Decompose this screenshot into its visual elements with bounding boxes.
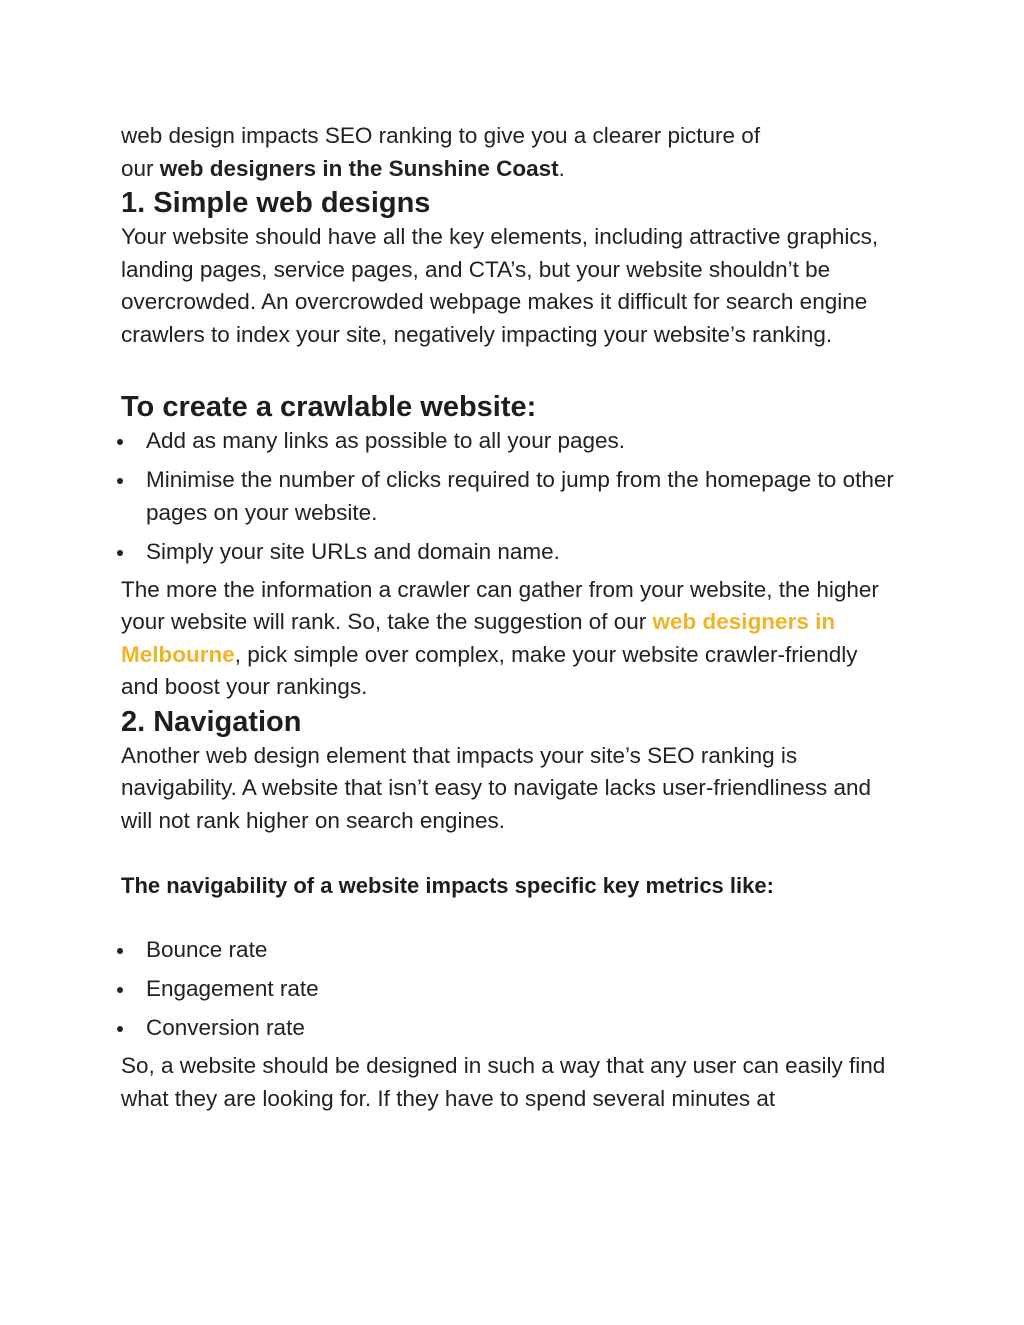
section1-paragraph: Your website should have all the key elements, including attractive graphics, landing pages, service pages, and CTA’s, but your website shouldn’t be overcrowded. An overcrowded webpage makes it difficult for search engine crawlers to index your site, negatively impacting your website’s ranking. xyxy=(121,224,879,347)
intro-paragraph xyxy=(121,120,911,185)
navigability-metrics-heading: The navigability of a website impacts specific key metrics like: xyxy=(121,873,774,898)
list-item: Minimise the number of clicks required to jump from the homepage to other pages on your website. xyxy=(121,464,911,529)
crawlable-bullet-list xyxy=(121,425,911,568)
bullet-icon xyxy=(117,1026,123,1032)
bullet-icon xyxy=(117,550,123,556)
closing-text-suffix: , pick simple over complex, make your website crawler-friendly and boost your rankings. xyxy=(121,641,858,699)
list-item: Bounce rate xyxy=(121,934,911,967)
section2-paragraph: Another web design element that impacts your site’s SEO ranking is navigability. A website that isn’t easy to navigate lacks user-friendliness and will not rank higher on search engines. xyxy=(121,742,871,833)
closing-text-prefix: The more the information a crawler can gather from your website, the higher your website will rank. So, take the suggestion of our xyxy=(121,576,879,634)
heading-simple-web-designs: 1. Simple web designs xyxy=(121,187,431,219)
section1-closing-paragraph xyxy=(121,574,901,704)
intro-line-2-suffix: . xyxy=(558,155,565,181)
intro-bold-phrase: web designers in the Sunshine Coast xyxy=(159,155,559,181)
document-page xyxy=(121,120,911,1115)
bullet-icon xyxy=(117,478,123,484)
list-item: Add as many links as possible to all your pages. xyxy=(121,425,911,458)
list-item: Engagement rate xyxy=(121,973,911,1006)
metrics-bullet-list xyxy=(121,934,911,1045)
bullet-icon xyxy=(117,439,123,445)
bullet-icon xyxy=(117,987,123,993)
list-item: Conversion rate xyxy=(121,1012,911,1045)
bullet-icon xyxy=(117,948,123,954)
melbourne-designers-link[interactable]: web designers in Melbourne xyxy=(121,609,836,667)
list-item: Simply your site URLs and domain name. xyxy=(121,536,911,569)
heading-crawlable-website: To create a crawlable website: xyxy=(121,391,537,423)
heading-navigation: 2. Navigation xyxy=(121,705,302,738)
section2-closing-paragraph: So, a website should be designed in such a way that any user can easily find what they are looking for. If they have to spend several minutes at xyxy=(121,1053,886,1111)
intro-line-1: web design impacts SEO ranking to give you a clearer picture of xyxy=(121,123,761,148)
intro-line-2-prefix: our xyxy=(121,155,160,181)
